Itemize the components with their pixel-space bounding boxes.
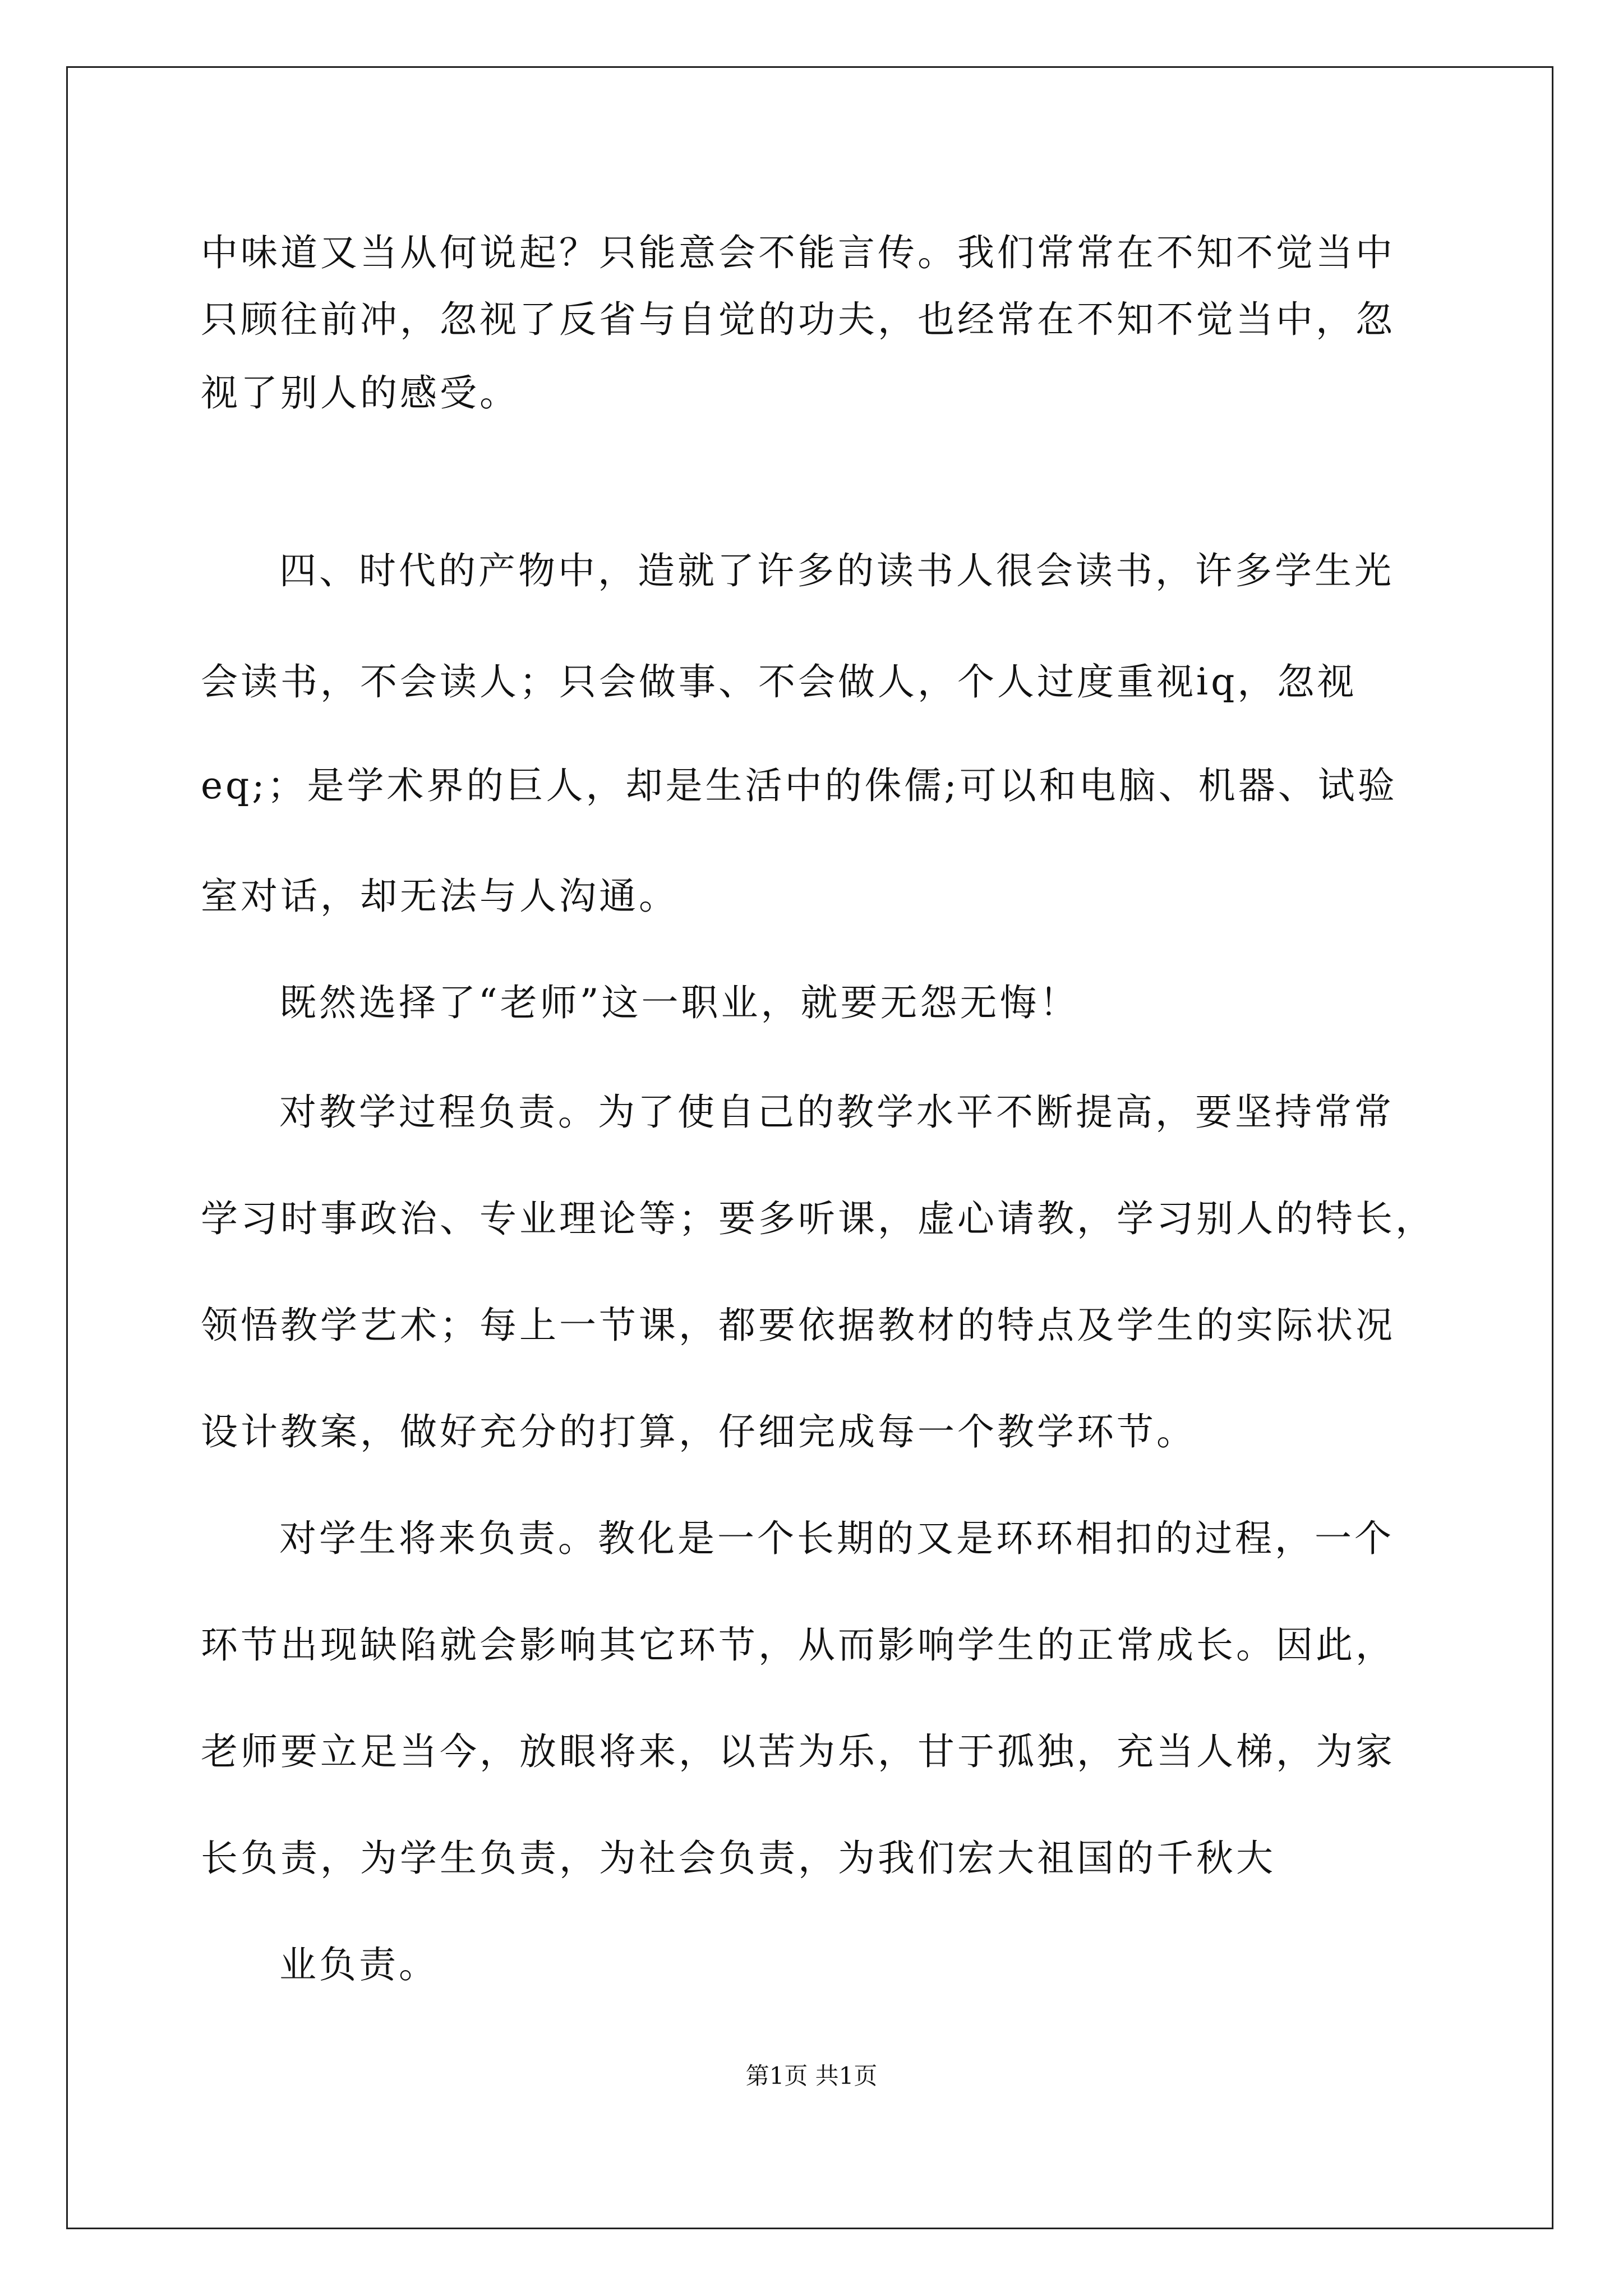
paragraph-start-line: 四、时代的产物中，造就了许多的读书人很会读书，许多学生光: [279, 549, 1394, 592]
text-line: 会读书，不会读人；只会做事、不会做人，个人过度重视iq，忽视: [201, 660, 1357, 703]
text-line: 领悟教学艺术；每上一节课，都要依据教材的特点及学生的实际状况: [201, 1304, 1395, 1347]
text-line: eq;；是学术界的巨人，却是生活中的侏儒;可以和电脑、机器、试验: [201, 764, 1398, 807]
paragraph-start-line: 对学生将来负责。教化是一个长期的又是环环相扣的过程，一个: [279, 1517, 1394, 1560]
paragraph-start-line: 业负责。: [279, 1943, 439, 1986]
text-line: 学习时事政治、专业理论等；要多听课，虚心请教，学习别人的特长，: [201, 1197, 1435, 1240]
paragraph-start-line: 对教学过程负责。为了使自己的教学水平不断提高，要坚持常常: [279, 1091, 1394, 1134]
text-line: 室对话，却无法与人沟通。: [201, 875, 679, 918]
paragraph-start-line: 既然选择了“老师”这一职业，就要无怨无悔！: [279, 981, 1080, 1024]
text-line: 视了别人的感受。: [201, 371, 519, 415]
text-line: 只顾往前冲，忽视了反省与自觉的功夫，也经常在不知不觉当中，忽: [201, 298, 1395, 341]
page-number-footer: 第1页 共1页: [745, 2062, 878, 2090]
text-line: 中味道又当从何说起？只能意会不能言传。我们常常在不知不觉当中: [201, 231, 1395, 274]
text-line: 长负责，为学生负责，为社会负责，为我们宏大祖国的千秋大: [201, 1837, 1276, 1880]
text-line: 环节出现缺陷就会影响其它环节，从而影响学生的正常成长。因此，: [201, 1623, 1395, 1667]
text-line: 设计教案，做好充分的打算，仔细完成每一个教学环节。: [201, 1410, 1196, 1453]
text-line: 老师要立足当今，放眼将来，以苦为乐，甘于孤独，充当人梯，为家: [201, 1730, 1395, 1773]
